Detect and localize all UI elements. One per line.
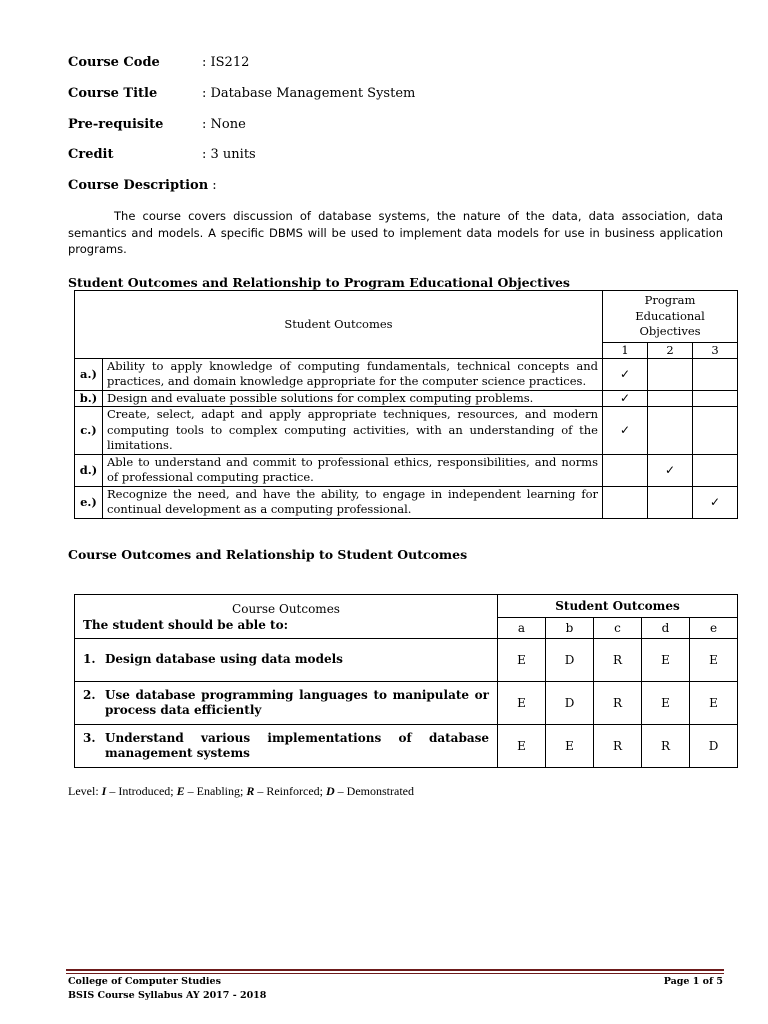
level-cell: R (594, 639, 642, 682)
so-text: Design and evaluate possible solutions for complex computing problems. (103, 390, 603, 407)
co-text: 3. Understand various implementations of database management systems (75, 725, 498, 768)
course-outcomes-table (74, 594, 738, 768)
check-icon: ✓ (603, 358, 648, 390)
course-description-text: The course covers discussion of database systems, the nature of the data, data association, data semantics and models. A specific DBMS will be used to implement data models for use in business application programs. (68, 209, 723, 256)
footer-divider (66, 969, 724, 971)
check-icon: ✓ (603, 390, 648, 407)
so-text: Recognize the need, and have the ability, to engage in independent learning for continual development as a computing professional. (103, 486, 603, 518)
level-cell: E (642, 682, 690, 725)
level-cell: D (690, 725, 738, 768)
check-icon: ✓ (693, 486, 738, 518)
so-row (75, 454, 738, 486)
so-letter: b.) (75, 390, 103, 407)
level-cell: E (690, 682, 738, 725)
check-icon (693, 390, 738, 407)
so-column-header: Student Outcomes (75, 291, 603, 359)
level-cell: R (594, 682, 642, 725)
so-letter: e.) (75, 486, 103, 518)
level-cell: E (642, 639, 690, 682)
so-column-header: Student Outcomes (498, 595, 738, 618)
so-row (75, 390, 738, 407)
course-description-label: Course Description : (68, 178, 217, 193)
footer-divider-thin (66, 973, 724, 974)
footer-syllabus: BSIS Course Syllabus AY 2017 - 2018 (68, 990, 267, 1001)
so-letter: d.) (75, 454, 103, 486)
so-text: Create, select, adapt and apply appropriate techniques, resources, and modern computing tools to complex computing activities, with an understanding of the limitations. (103, 407, 603, 455)
check-icon (693, 407, 738, 455)
co-section-heading: Course Outcomes and Relationship to Student Outcomes (68, 547, 468, 562)
check-icon (648, 358, 693, 390)
check-icon: ✓ (648, 454, 693, 486)
level-cell: E (498, 682, 546, 725)
check-icon (648, 486, 693, 518)
level-cell: R (642, 725, 690, 768)
peo-column-header: Program Educational Objectives (603, 291, 738, 343)
level-cell: D (546, 639, 594, 682)
level-cell: R (594, 725, 642, 768)
so-letter: d (642, 618, 690, 639)
so-row (75, 407, 738, 455)
so-letter: a.) (75, 358, 103, 390)
footer-page-number: Page 1 of 5 (663, 976, 723, 987)
course-title-value: : Database Management System (202, 86, 416, 101)
so-text: Ability to apply knowledge of computing fundamentals, technical concepts and practices, and domain knowledge appropriate for the computer science practices. (103, 358, 603, 390)
so-letter: e (690, 618, 738, 639)
level-cell: E (498, 725, 546, 768)
peo-number: 1 (603, 342, 648, 358)
co-text: 1. Design database using data models (75, 639, 498, 682)
so-section-heading: Student Outcomes and Relationship to Program Educational Objectives (68, 275, 570, 290)
so-letter: c (594, 618, 642, 639)
co-row (75, 725, 738, 768)
course-code-label: Course Code (68, 55, 160, 70)
peo-number: 3 (693, 342, 738, 358)
so-row (75, 486, 738, 518)
so-letter: a (498, 618, 546, 639)
co-row (75, 682, 738, 725)
so-text: Able to understand and commit to professional ethics, responsibilities, and norms of professional computing practice. (103, 454, 603, 486)
credit-label: Credit (68, 147, 114, 162)
check-icon (648, 407, 693, 455)
so-letter: c.) (75, 407, 103, 455)
course-title-label: Course Title (68, 86, 158, 101)
check-icon (693, 358, 738, 390)
check-icon (603, 486, 648, 518)
level-cell: E (546, 725, 594, 768)
co-column-header: Course Outcomes The student should be able to: (75, 595, 498, 639)
co-row (75, 639, 738, 682)
so-row (75, 358, 738, 390)
level-legend: Level: I – Introduced; E – Enabling; R – Reinforced; D – Demonstrated (68, 784, 414, 798)
so-letter: b (546, 618, 594, 639)
level-cell: E (498, 639, 546, 682)
level-cell: E (690, 639, 738, 682)
peo-number: 2 (648, 342, 693, 358)
course-code-value: : IS212 (202, 55, 250, 70)
check-icon (603, 454, 648, 486)
check-icon (693, 454, 738, 486)
student-outcomes-table (74, 290, 738, 519)
level-cell: D (546, 682, 594, 725)
check-icon (648, 390, 693, 407)
co-text: 2. Use database programming languages to manipulate or process data efficiently (75, 682, 498, 725)
check-icon: ✓ (603, 407, 648, 455)
prerequisite-value: : None (202, 117, 246, 132)
footer-college: College of Computer Studies (68, 976, 221, 987)
prerequisite-label: Pre-requisite (68, 117, 164, 132)
credit-value: : 3 units (202, 147, 256, 162)
